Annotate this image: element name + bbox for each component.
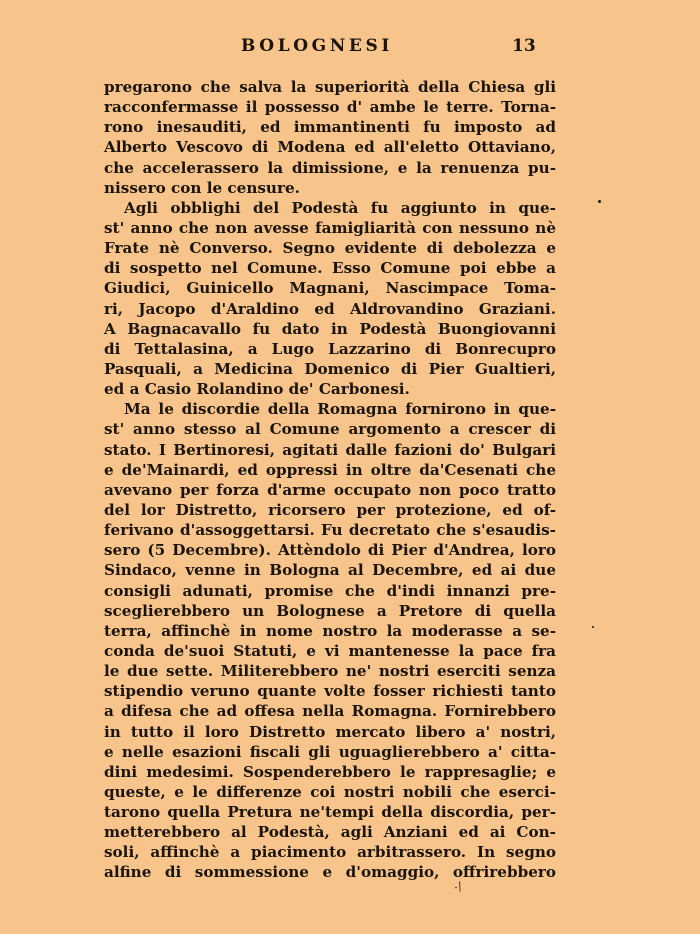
text-line: terra, affinchè in nome nostro la moderasse a se- xyxy=(104,621,556,640)
text-line: del lor Distretto, ricorsero per protezione, ed of- xyxy=(104,500,556,519)
paragraph-start-line: Ma le discordie della Romagna fornirono in que- xyxy=(124,400,556,419)
text-line: alfine di sommessione e d'omaggio, offrirebbero xyxy=(104,863,556,882)
text-line: pregarono che salva la superiorità della Chiesa gli xyxy=(104,78,556,96)
text-line: e de'Mainardi, ed oppressi in oltre da'Cesenati che xyxy=(104,460,556,479)
text-line: soli, affinchè a piacimento arbitrassero. In segno xyxy=(104,843,556,862)
text-line: nissero con le censure. xyxy=(104,178,300,197)
text-line: queste, e le differenze coi nostri nobili che eserci- xyxy=(104,782,556,801)
text-line: A Bagnacavallo fu dato in Podestà Buongiovanni xyxy=(104,319,556,338)
text-line: e nelle esazioni fiscali gli uguaglierebbero a' citta- xyxy=(104,742,556,761)
text-line: st' anno stesso al Comune argomento a crescer di xyxy=(104,420,556,439)
text-line: st' anno che non avesse famigliarità con nessuno nè xyxy=(104,218,556,237)
paragraph-start-line: Agli obblighi del Podestà fu aggiunto in que- xyxy=(124,198,556,217)
text-line: stipendio veruno quante volte fosser richiesti tanto xyxy=(104,682,556,701)
page-speck xyxy=(598,200,601,203)
text-line: conda de'suoi Statuti, e vi mantenesse la pace fra xyxy=(104,641,556,660)
running-title: BOLOGNESI xyxy=(241,36,393,56)
text-line: Alberto Vescovo di Modena ed all'eletto Ottaviano, xyxy=(104,138,556,157)
text-line: racconfermasse il possesso d' ambe le terre. Torna- xyxy=(104,98,556,117)
page-blemish: ·/ xyxy=(451,879,465,895)
text-line: stato. I Bertinoresi, agitati dalle fazioni do' Bulgari xyxy=(104,440,556,459)
text-line: che accelerassero la dimissione, e la renuenza pu- xyxy=(104,158,556,177)
text-line: metterebbero al Podestà, agli Anziani ed ai Con- xyxy=(104,823,556,842)
text-line: dini medesimi. Sospenderebbero le rappresaglie; e xyxy=(104,762,556,781)
text-line: di sospetto nel Comune. Esso Comune poi ebbe a xyxy=(104,259,556,278)
text-line: Frate nè Converso. Segno evidente di debolezza e xyxy=(104,239,556,258)
text-line: a difesa che ad offesa nella Romagna. Fornirebbero xyxy=(104,702,556,721)
page-speck xyxy=(592,626,594,628)
text-line: ri, Jacopo d'Araldino ed Aldrovandino Graziani. xyxy=(104,299,556,318)
text-line: ferivano d'assoggettarsi. Fu decretato che s'esaudis- xyxy=(104,521,556,540)
page-number: 13 xyxy=(512,36,536,56)
text-line: in tutto il loro Distretto mercato libero a' nostri, xyxy=(104,722,556,741)
text-line: sceglierebbero un Bolognese a Pretore di quella xyxy=(104,601,556,620)
text-line: le due sette. Militerebbero ne' nostri eserciti senza xyxy=(104,662,556,681)
text-line: tarono quella Pretura ne'tempi della discordia, per- xyxy=(104,803,556,822)
text-line: rono inesauditi, ed immantinenti fu imposto ad xyxy=(104,118,556,137)
text-line: Pasquali, a Medicina Domenico di Pier Gualtieri, xyxy=(104,359,556,378)
body-text xyxy=(104,77,556,883)
text-line: consigli adunati, promise che d'indi innanzi pre- xyxy=(104,581,556,600)
running-head xyxy=(0,36,700,62)
text-line: Sindaco, venne in Bologna al Decembre, ed ai due xyxy=(104,561,556,580)
text-line: sero (5 Decembre). Attèndolo di Pier d'Andrea, loro xyxy=(104,541,556,560)
text-line: di Tettalasina, a Lugo Lazzarino di Bonrecupro xyxy=(104,339,556,358)
text-line: Giudici, Guinicello Magnani, Nascimpace Toma- xyxy=(104,279,556,298)
text-line: ed a Casio Rolandino de' Carbonesi. xyxy=(104,380,410,399)
text-line: avevano per forza d'arme occupato non poco tratto xyxy=(104,480,556,499)
